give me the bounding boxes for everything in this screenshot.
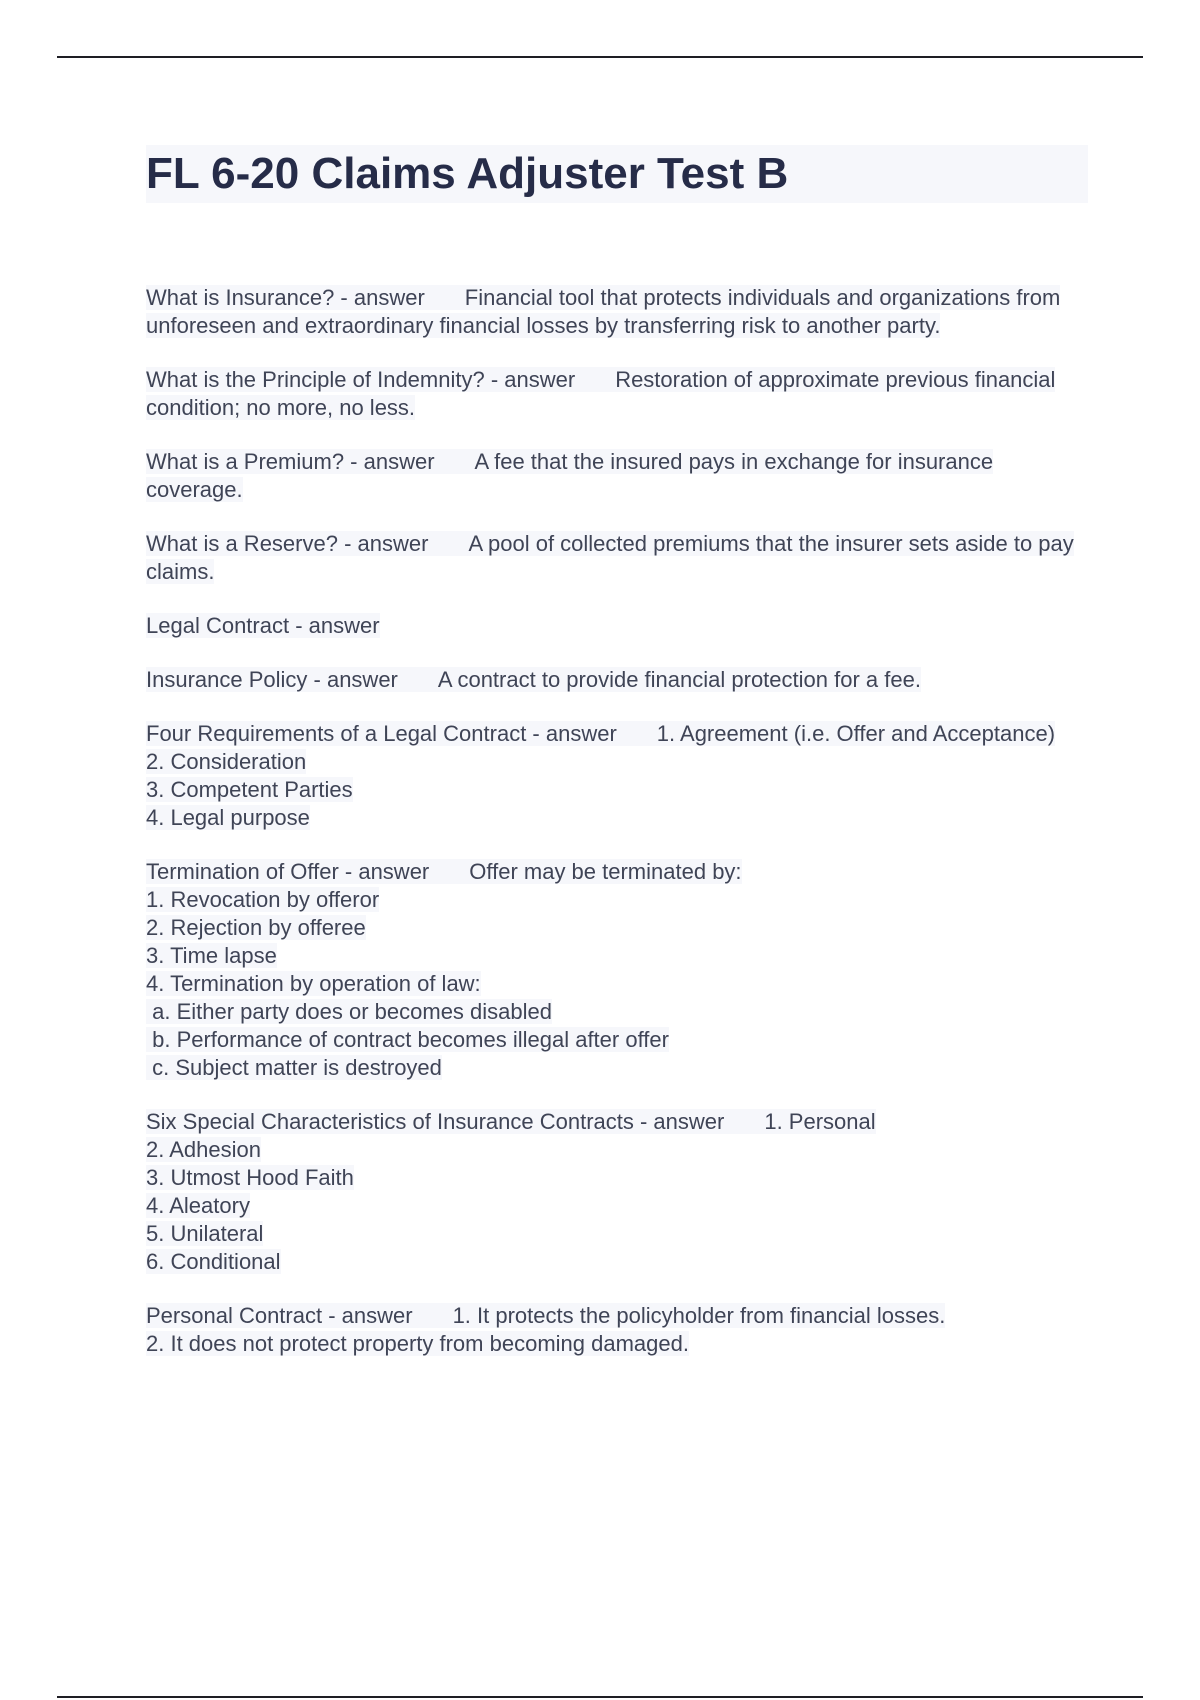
flashcard-line	[146, 666, 1086, 694]
flashcard-text	[146, 531, 1074, 584]
flashcard-question: Termination of Offer - answer	[146, 859, 430, 884]
flashcard	[146, 666, 1086, 694]
flashcard	[146, 1108, 1086, 1276]
flashcard-list-item: 3. Utmost Hood Faith	[146, 1165, 354, 1190]
flashcard-list-line	[146, 1136, 1086, 1164]
flashcard-text	[146, 667, 921, 692]
flashcard-list-line	[146, 914, 1086, 942]
flashcard-answer: A pool of collected premiums that the insurer sets aside to pay claims.	[146, 531, 1074, 584]
flashcard-question: Legal Contract - answer	[146, 613, 380, 638]
flashcard-answer: 1. Personal	[764, 1109, 876, 1134]
flashcard-answer: Offer may be terminated by:	[469, 859, 742, 884]
flashcard-answer: Financial tool that protects individuals and organizations from unforeseen and extraordinary financial losses by transferring risk to another party.	[146, 285, 1061, 338]
flashcard-list-line	[146, 1054, 1086, 1082]
flashcard	[146, 284, 1086, 340]
flashcard-list-item: 6. Conditional	[146, 1249, 281, 1274]
flashcard-answer: 1. It protects the policyholder from financial losses.	[452, 1303, 946, 1328]
flashcard	[146, 366, 1086, 422]
flashcard	[146, 858, 1086, 1082]
flashcard-line	[146, 284, 1086, 340]
flashcard-line	[146, 366, 1086, 422]
flashcard-list	[146, 284, 1086, 1384]
flashcard-line	[146, 1108, 1086, 1136]
flashcard-list-item: 4. Aleatory	[146, 1193, 250, 1218]
document-title: FL 6-20 Claims Adjuster Test B	[146, 145, 1088, 203]
flashcard-list-line	[146, 1192, 1086, 1220]
flashcard-answer: A contract to provide financial protection for a fee.	[437, 667, 921, 692]
flashcard-list-line	[146, 998, 1086, 1026]
flashcard-text	[146, 1109, 876, 1134]
flashcard-list-line	[146, 886, 1086, 914]
flashcard-text	[146, 449, 993, 502]
flashcard-line	[146, 448, 1086, 504]
flashcard-list-line	[146, 942, 1086, 970]
flashcard	[146, 530, 1086, 586]
flashcard-text	[146, 721, 1055, 746]
flashcard-list-item: 3. Competent Parties	[146, 777, 353, 802]
flashcard-answer: Restoration of approximate previous financial condition; no more, no less.	[146, 367, 1056, 420]
flashcard-list-line	[146, 1026, 1086, 1054]
flashcard-text	[146, 1303, 945, 1328]
flashcard-question: What is Insurance? - answer	[146, 285, 425, 310]
flashcard-question: What is a Reserve? - answer	[146, 531, 429, 556]
flashcard-text	[146, 285, 1060, 338]
flashcard-list-item: b. Performance of contract becomes illegal after offer	[146, 1027, 669, 1052]
flashcard-list-item: c. Subject matter is destroyed	[146, 1055, 442, 1080]
flashcard	[146, 1302, 1086, 1358]
flashcard-question: What is the Principle of Indemnity? - answer	[146, 367, 576, 392]
flashcard-list-item: 4. Termination by operation of law:	[146, 971, 481, 996]
flashcard	[146, 720, 1086, 832]
flashcard-list-line	[146, 776, 1086, 804]
flashcard-question: Personal Contract - answer	[146, 1303, 413, 1328]
flashcard-answer: 1. Agreement (i.e. Offer and Acceptance)	[656, 721, 1056, 746]
flashcard-question: Four Requirements of a Legal Contract - answer	[146, 721, 617, 746]
flashcard-line	[146, 1302, 1086, 1330]
flashcard-list-line	[146, 1164, 1086, 1192]
flashcard-list-item: 2. Adhesion	[146, 1137, 261, 1162]
flashcard-question: Insurance Policy - answer	[146, 667, 398, 692]
flashcard-line	[146, 530, 1086, 586]
flashcard-line	[146, 858, 1086, 886]
flashcard-list-item: 4. Legal purpose	[146, 805, 310, 830]
flashcard-text	[146, 613, 380, 638]
flashcard-line	[146, 612, 1086, 640]
header-rule	[57, 56, 1143, 58]
flashcard-line	[146, 720, 1086, 748]
flashcard-question: Six Special Characteristics of Insurance Contracts - answer	[146, 1109, 725, 1134]
flashcard-list-item: 3. Time lapse	[146, 943, 277, 968]
flashcard-answer: A fee that the insured pays in exchange for insurance coverage.	[146, 449, 994, 502]
footer-rule	[57, 1696, 1143, 1698]
flashcard-list-line	[146, 1330, 1086, 1358]
flashcard-list-item: 2. Consideration	[146, 749, 307, 774]
flashcard-list-item: a. Either party does or becomes disabled	[146, 999, 553, 1024]
flashcard-list-line	[146, 748, 1086, 776]
flashcard-text	[146, 367, 1055, 420]
flashcard-list-item: 5. Unilateral	[146, 1221, 264, 1246]
flashcard-text	[146, 859, 742, 884]
flashcard	[146, 612, 1086, 640]
flashcard-list-line	[146, 1220, 1086, 1248]
flashcard-list-line	[146, 804, 1086, 832]
flashcard-question: What is a Premium? - answer	[146, 449, 435, 474]
flashcard-list-item: 2. Rejection by offeree	[146, 915, 366, 940]
flashcard-list-item: 2. It does not protect property from becoming damaged.	[146, 1331, 689, 1356]
flashcard-list-line	[146, 970, 1086, 998]
flashcard-list-line	[146, 1248, 1086, 1276]
flashcard-list-item: 1. Revocation by offeror	[146, 887, 380, 912]
flashcard	[146, 448, 1086, 504]
